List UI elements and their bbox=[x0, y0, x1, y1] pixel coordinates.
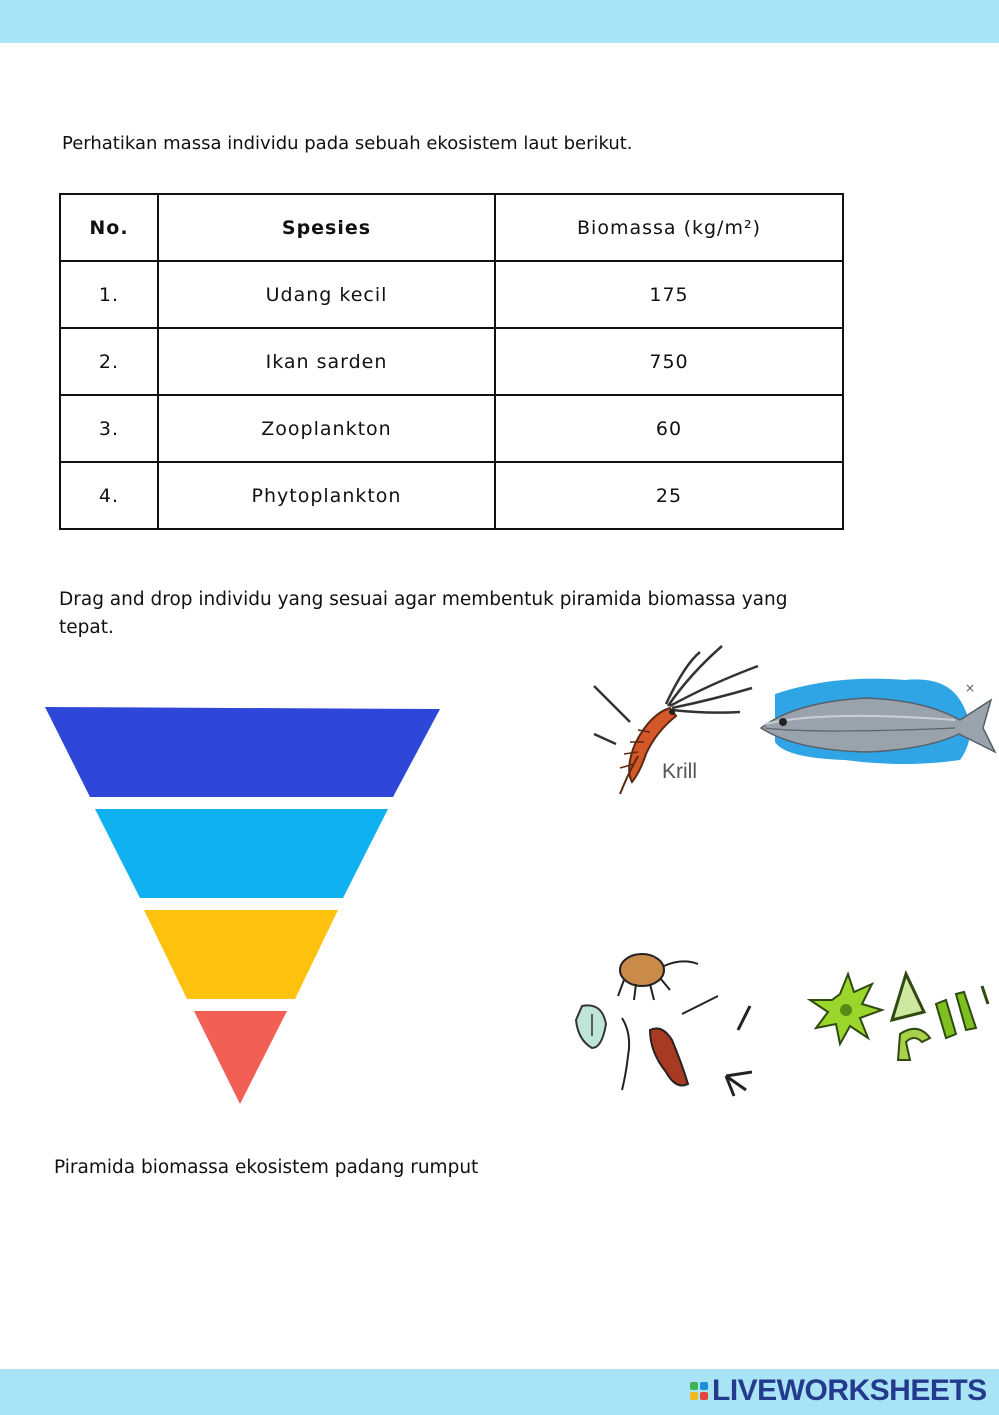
logo-icon bbox=[690, 1382, 708, 1400]
cell-no: 1. bbox=[60, 261, 158, 328]
table-header-row bbox=[60, 194, 843, 261]
zooplankton-card[interactable] bbox=[562, 944, 752, 1104]
pyramid-drop-zone-3[interactable] bbox=[144, 910, 338, 999]
logo-text: LIVEWORKSHEETS bbox=[712, 1374, 987, 1407]
cell-species: Ikan sarden bbox=[158, 328, 495, 395]
table-row bbox=[60, 462, 843, 529]
header-species: Spesies bbox=[158, 194, 495, 261]
cell-no: 2. bbox=[60, 328, 158, 395]
pyramid-caption: Piramida biomassa ekosistem padang rumput bbox=[54, 1157, 479, 1178]
biomass-table bbox=[59, 193, 844, 530]
cell-species: Udang kecil bbox=[158, 261, 495, 328]
zooplankton-icon bbox=[576, 954, 752, 1096]
table-row bbox=[60, 395, 843, 462]
svg-text:×: × bbox=[965, 681, 976, 695]
header-biomass: Biomassa (kg/m²) bbox=[495, 194, 843, 261]
cell-no: 4. bbox=[60, 462, 158, 529]
top-banner bbox=[0, 0, 999, 43]
cell-biomass: 750 bbox=[495, 328, 843, 395]
pyramid-drop-zone-4[interactable] bbox=[194, 1011, 287, 1104]
cell-biomass: 175 bbox=[495, 261, 843, 328]
intro-text: Perhatikan massa individu pada sebuah ekosistem laut berikut. bbox=[62, 133, 633, 154]
instruction-text: Drag and drop individu yang sesuai agar membentuk piramida biomassa yang tepat. bbox=[59, 589, 788, 638]
cell-species: Phytoplankton bbox=[158, 462, 495, 529]
cell-species: Zooplankton bbox=[158, 395, 495, 462]
phytoplankton-icon bbox=[810, 974, 988, 1060]
pyramid-drop-zone-2[interactable] bbox=[95, 809, 388, 898]
header-no: No. bbox=[60, 194, 158, 261]
pyramid-drop-zone-1[interactable] bbox=[45, 707, 440, 797]
cell-no: 3. bbox=[60, 395, 158, 462]
table-row bbox=[60, 328, 843, 395]
sardine-card[interactable] bbox=[755, 672, 999, 772]
cell-biomass: 60 bbox=[495, 395, 843, 462]
cell-biomass: 25 bbox=[495, 462, 843, 529]
liveworksheets-logo[interactable] bbox=[690, 1374, 987, 1408]
biomass-pyramid bbox=[40, 700, 450, 1110]
krill-card[interactable] bbox=[590, 644, 770, 804]
table-row bbox=[60, 261, 843, 328]
phytoplankton-card[interactable] bbox=[800, 964, 990, 1078]
krill-label: Krill bbox=[662, 760, 697, 783]
